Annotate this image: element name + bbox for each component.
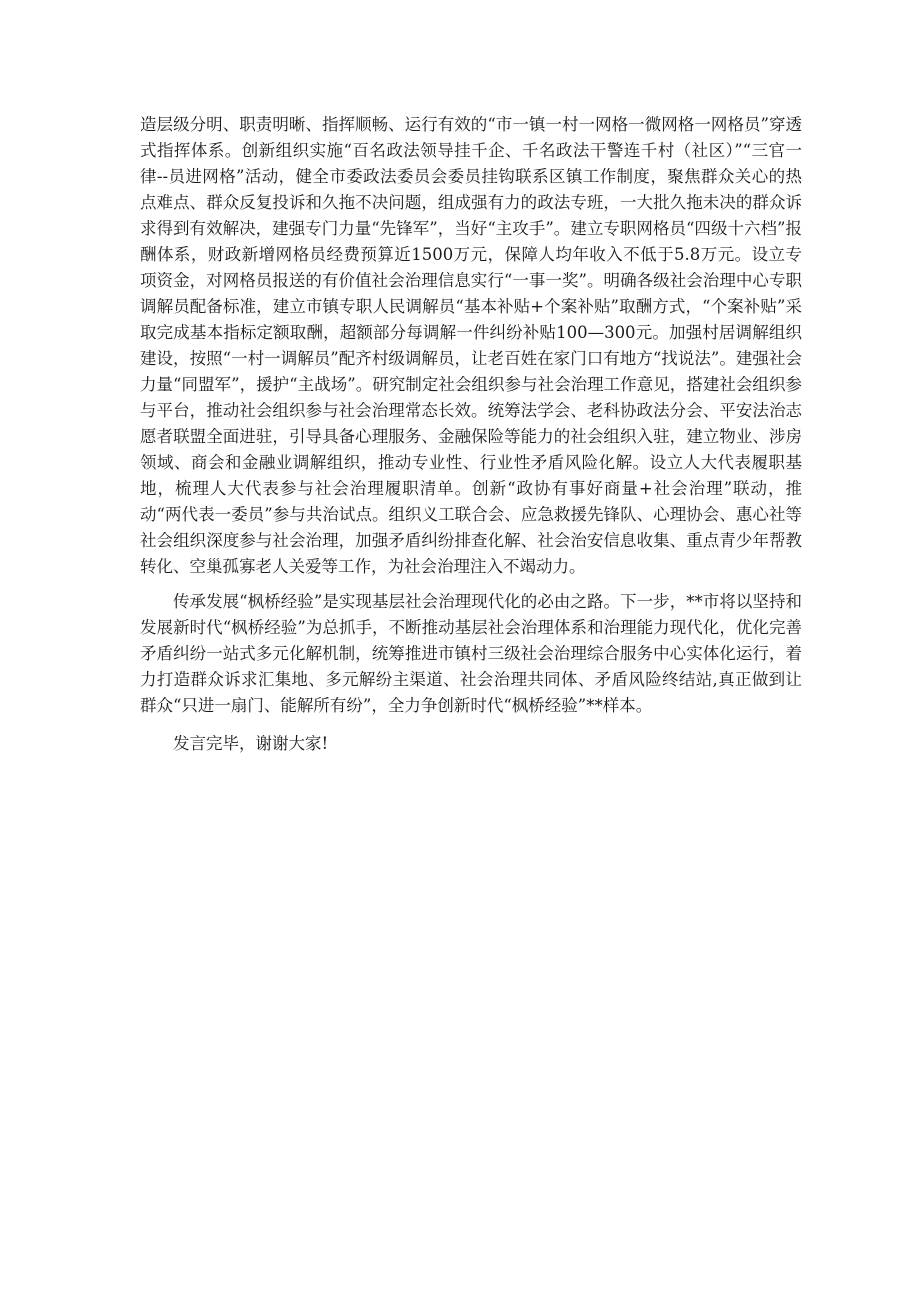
paragraph-continued: 造层级分明、职责明晰、指挥顺畅、运行有效的“市一镇一村一网格一微网格一网格员”穿透式指挥体系。创新组织实施“百名政法领导挂千企、千名政法干警连千村（社区）”“三官一律--员进网格”活动，健全市委政法委员会委员挂钩联系区镇工作制度，聚焦群众关心的热点难点、群众反复投诉和久拖不决问题，组成强有力的政法专班，一大批久拖未决的群众诉求得到有效解决，建强专门力量“先锋军”，当好“主攻手”。建立专职网格员“四级十六档”报酬体系，财政新增网格员经费预算近1500万元，保障人均年收入不低于5.8万元。设立专项资金，对网格员报送的有价值社会治理信息实行“一事一奖”。明确各级社会治理中心专职调解员配备标准，建立市镇专职人民调解员“基本补贴+个案补贴”取酬方式，“个案补贴”采取完成基本指标定额取酬，超额部分每调解一件纠纷补贴100—300元。加强村居调解组织建设，按照“一村一调解员”配齐村级调解员，让老百姓在家门口有地方“找说法”。建强社会力量“同盟军”，援护“主战场”。研究制定社会组织参与社会治理工作意见，搭建社会组织参与平台，推动社会组织参与社会治理常态长效。统筹法学会、老科协政法分会、平安法治志愿者联盟全面进驻，引导具备心理服务、金融保险等能力的社会组织入驻，建立物业、涉房领域、商会和金融业调解组织，推动专业性、行业性矛盾风险化解。设立人大代表履职基地，梳理人大代表参与社会治理履职清单。创新“政协有事好商量+社会治理”联动，推动“两代表一委员”参与共治试点。组织义工联合会、应急救援先锋队、心理协会、惠心社等社会组织深度参与社会治理，加强矛盾纠纷排查化解、社会治安信息收集、重点青少年帮教转化、空巢孤寡老人关爱等工作，为社会治理注入不竭动力。 [140, 115, 802, 576]
paragraph-closing: 发言完毕，谢谢大家! [173, 734, 329, 753]
document-body [140, 112, 802, 757]
paragraph-conclusion: 传承发展“枫桥经验”是实现基层社会治理现代化的必由之路。下一步，**市将以坚持和发展新时代“枫桥经验”为总抓手，不断推动基层社会治理体系和治理能力现代化，优化完善矛盾纠纷一站式多元化解机制，统筹推进市镇村三级社会治理综合服务中心实体化运行，着力打造群众诉求汇集地、多元解纷主渠道、社会治理共同体、矛盾风险终结站,真正做到让群众“只进一扇门、能解所有纷”，全力争创新时代“枫桥经验”**样本。 [140, 592, 802, 715]
